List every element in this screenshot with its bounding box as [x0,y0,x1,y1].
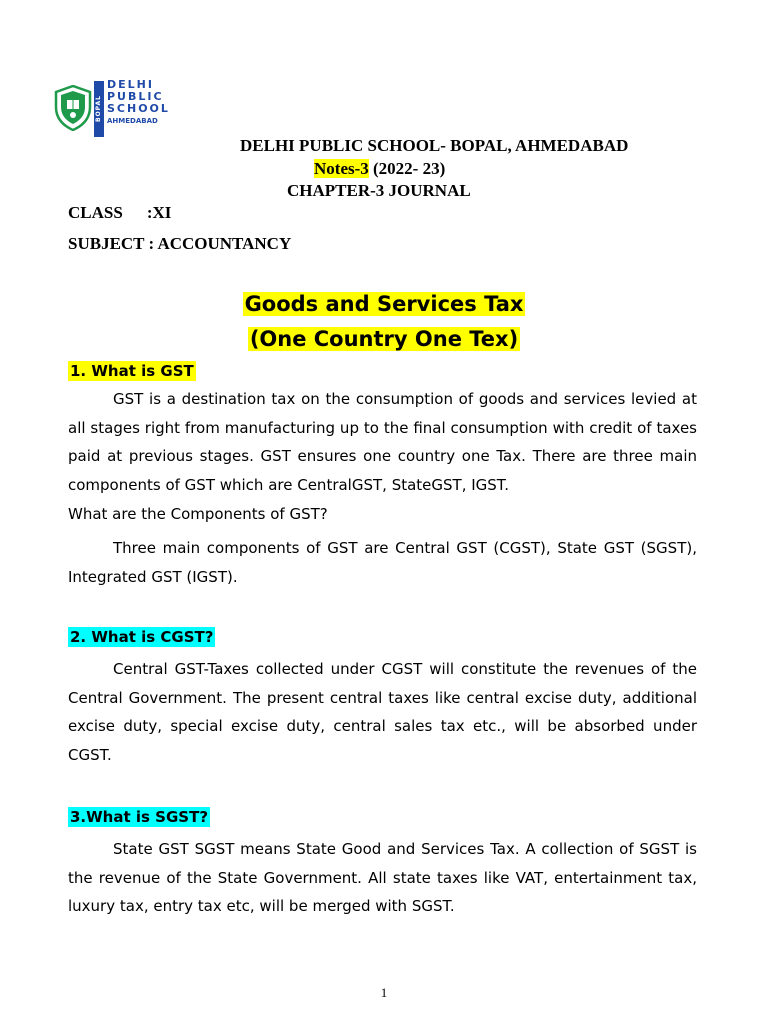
logo-word-public: PUBLIC [107,90,164,103]
section-heading-text: 3.What is SGST? [70,808,209,826]
notes-year: (2022- 23) [368,159,446,178]
section-heading-sgst [68,808,210,826]
chapter-title: CHAPTER-3 JOURNAL [287,181,471,200]
doc-title [0,292,768,316]
logo-word-school: SCHOOL [107,102,170,115]
section-heading-text: 1. What is GST [70,362,194,380]
school-crest-icon [54,85,92,131]
logo-wordmark [107,79,170,126]
notes-line [314,159,445,179]
section-heading-text: 2. What is CGST? [70,628,214,646]
paragraph-cgst: Central GST-Taxes collected under CGST will constitute the revenues of the Central Government. The present central taxes like central excise duty, additional excise duty, special excise duty, central sales tax etc., will be absorbed under CGST. [68,660,697,764]
paragraph-components: Three main components of GST are Central GST (CGST), State GST (SGST), Integrated GST (IGST). [68,539,697,586]
page-number: 1 [380,985,388,1000]
subject-line: SUBJECT : ACCOUNTANCY [68,234,292,253]
school-name: DELHI PUBLIC SCHOOL- BOPAL, AHMEDABAD [240,136,629,155]
class-line [68,203,171,223]
class-value: :XI [146,203,172,222]
logo-word-delhi: DELHI [107,78,154,91]
doc-subtitle-text: (One Country One Tex) [249,327,519,351]
class-label: CLASS [68,203,123,222]
doc-subtitle [0,327,768,351]
doc-title-text: Goods and Services Tax [244,292,524,316]
section-heading-cgst [68,628,215,646]
paragraph-gst: GST is a destination tax on the consumption of goods and services levied at all stages right from manufacturing up to the final consumption with credit of taxes paid at previous stages. GST ensures one country one Tax. There are three main components of GST which are CentralGST, StateGST, IGST. [68,390,697,494]
section-heading-gst [68,362,196,380]
question-components: What are the Components of GST? [68,505,328,523]
notes-label: Notes-3 [314,159,369,178]
logo-city: AHMEDABAD [107,117,158,125]
logo-branch-label: BOPAL [94,81,104,137]
school-logo [54,77,170,139]
paragraph-sgst: State GST SGST means State Good and Services Tax. A collection of SGST is the revenue of the State Government. All state taxes like VAT, entertainment tax, luxury tax, entry tax etc, will be merged with SGST. [68,840,697,915]
